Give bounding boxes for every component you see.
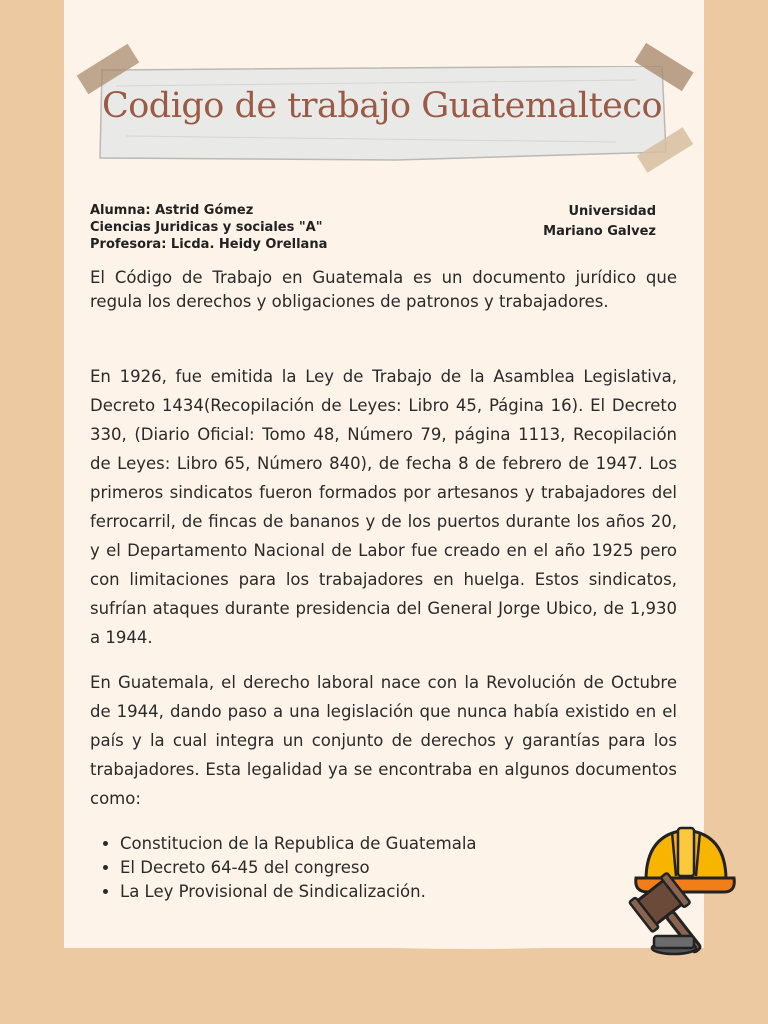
professor-line: Profesora: Licda. Heidy Orellana xyxy=(90,237,328,252)
paragraph-revolution: En Guatemala, el derecho laboral nace con la Revolución de Octubre de 1944, dando paso a una legislación que nunca había existido en el país y la cual integra un conjunto de derechos y garantías para los trabajadores. Esta legalidad ya se encontraba en algunos documentos como: xyxy=(90,673,677,808)
documents-list xyxy=(90,832,477,904)
paragraph-history: En 1926, fue emitida la Ley de Trabajo de la Asamblea Legislativa, Decreto 1434(Recopilación de Leyes: Libro 45, Página 16). El Decreto 330, (Diario Oficial: Tomo 48, Número 79, página 1113, Recopilación de Leyes: Libro 65, Número 840), de fecha 8 de febrero de 1947. Los primeros sindicatos fueron formados por artesanos y trabajadores del ferrocarril, de fincas de bananos y de los puertos durante los años 20, y el Departamento Nacional de Labor fue creado en el año 1925 pero con limitaciones para los trabajadores en huelga. Estos sindicatos, sufrían ataques durante presidencia del General Jorge Ubico, de 1,930 a 1944. xyxy=(90,367,677,647)
course-line: Ciencias Juridicas y sociales "A" xyxy=(90,220,323,235)
hard-hat-icon xyxy=(636,828,735,892)
list-item: • Constitucion de la Republica de Guatemala xyxy=(120,832,477,856)
list-item: • La Ley Provisional de Sindicalización. xyxy=(120,880,477,904)
institution-line-1: Universidad xyxy=(568,204,656,219)
list-item: • El Decreto 64-45 del congreso xyxy=(120,856,477,880)
author-block xyxy=(90,202,327,253)
illustration xyxy=(612,820,736,964)
institution-block xyxy=(470,202,656,242)
student-line: Alumna: Astrid Gómez xyxy=(90,203,254,218)
page-wave-edge xyxy=(64,918,704,968)
page-title: Codigo de trabajo Guatemalteco xyxy=(101,86,663,126)
institution-line-2: Mariano Galvez xyxy=(543,224,656,239)
paragraph-intro: El Código de Trabajo en Guatemala es un documento jurídico que regula los derechos y obligaciones de patronos y trabajadores. xyxy=(90,268,677,311)
